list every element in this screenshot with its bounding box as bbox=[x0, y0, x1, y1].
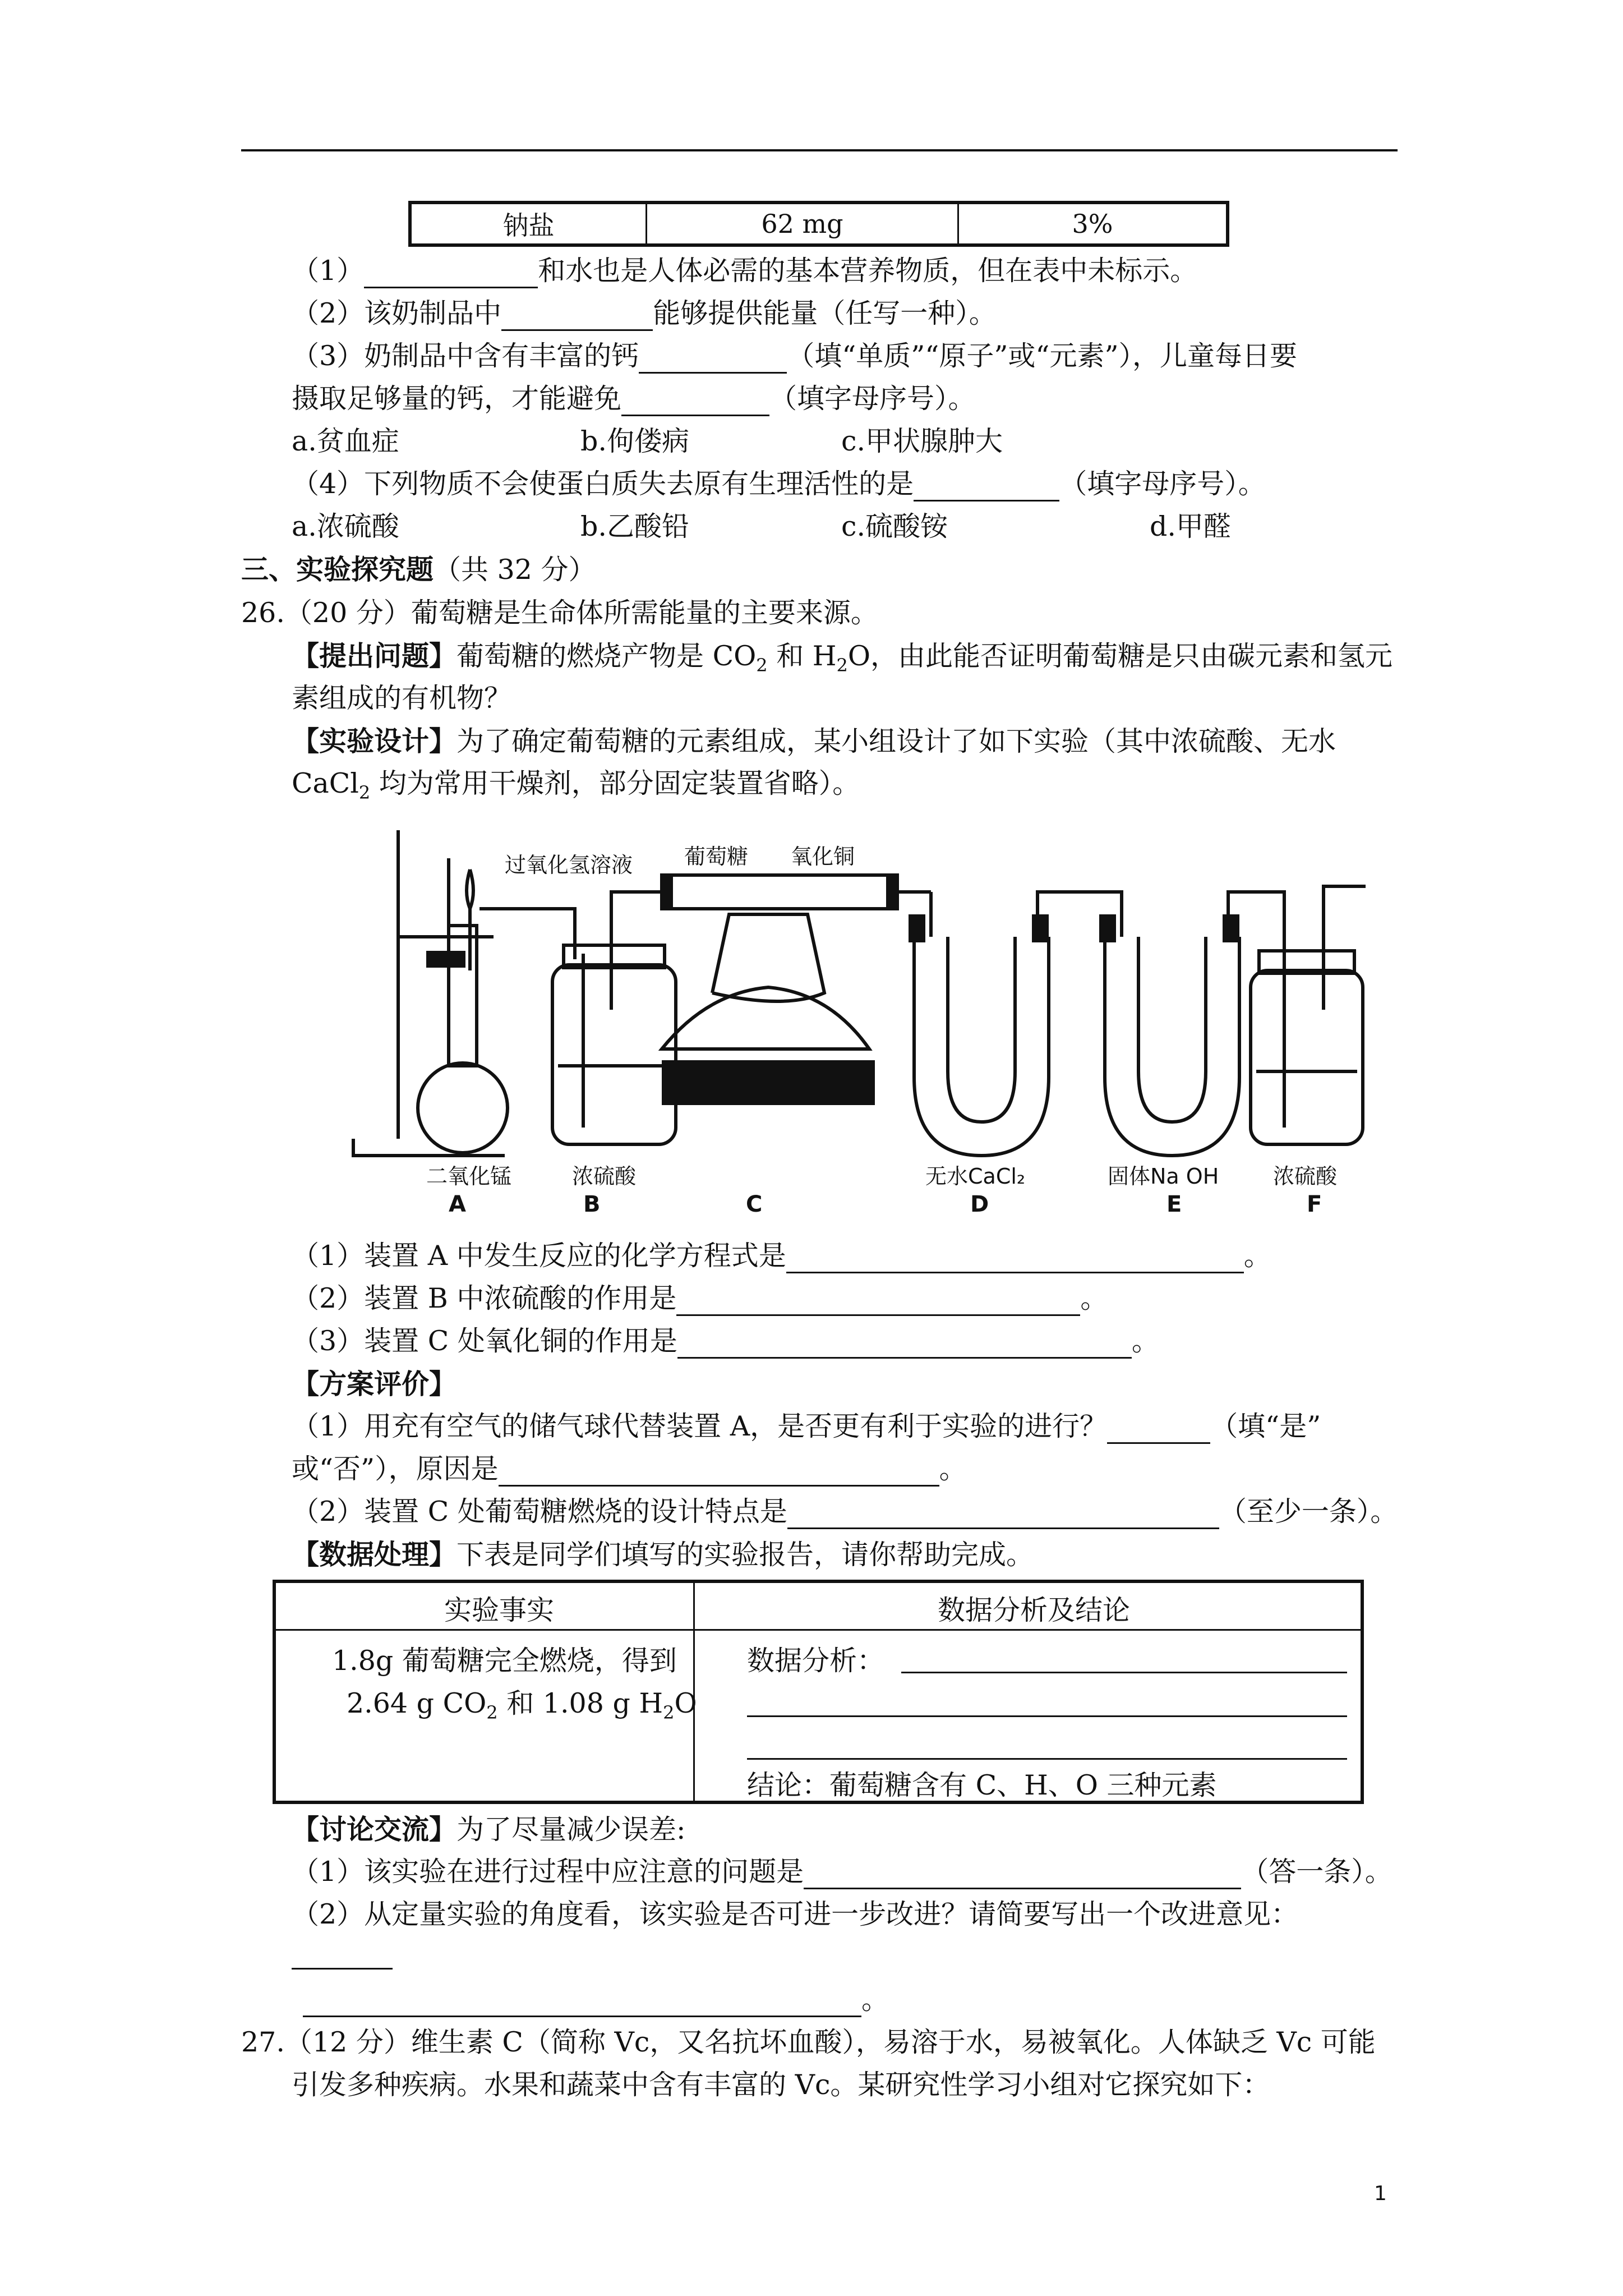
label-h2so4-f: 浓硫酸 bbox=[1273, 1164, 1338, 1189]
lamp-body bbox=[662, 987, 869, 1049]
q26-d2: （2）从定量实验的角度看，该实验是否可进一步改进？请简要写出一个改进意见： bbox=[292, 1898, 1299, 1930]
q26-e3: （2）装置 C 处葡萄糖燃烧的设计特点是 （至少一条）。 bbox=[292, 1494, 1398, 1529]
q25-line-4: 摄取足够量的钙，才能避免 （填字母序号）。 bbox=[292, 381, 976, 416]
answer-blank[interactable] bbox=[914, 473, 1059, 501]
answer-blank[interactable] bbox=[804, 1861, 1241, 1889]
answer-blank[interactable] bbox=[677, 1330, 1132, 1359]
q26-data: 【数据处理】下表是同学们填写的实验报告，请你帮助完成。 bbox=[292, 1538, 1034, 1571]
label-a: A bbox=[449, 1191, 466, 1217]
label-h2o2: 过氧化氢溶液 bbox=[505, 853, 633, 877]
apparatus-diagram bbox=[348, 825, 1368, 1217]
tube-a-b bbox=[479, 909, 575, 959]
answer-blank[interactable] bbox=[501, 302, 653, 331]
report-conclusion: 结论：葡萄糖含有 C、H、O 三种元素 bbox=[747, 1769, 1217, 1801]
q25-option-a: a.贫血症 bbox=[292, 425, 399, 457]
q26-p1: （1）装置 A 中发生反应的化学方程式是 。 bbox=[292, 1239, 1271, 1273]
answer-blank[interactable] bbox=[786, 1245, 1244, 1273]
answer-blank[interactable] bbox=[499, 1458, 939, 1487]
q26-design-1: 【实验设计】为了确定葡萄糖的元素组成，某小组设计了如下实验（其中浓硫酸、无水 bbox=[292, 725, 1336, 757]
label-f: F bbox=[1307, 1191, 1322, 1217]
report-table bbox=[273, 1580, 1364, 1804]
q26-design-2: CaCl$_2$ 均为常用干燥剂，部分固定装置省略）。 bbox=[292, 767, 860, 803]
label-h2so4-b: 浓硫酸 bbox=[572, 1164, 637, 1189]
q25-option-c: c.甲状腺肿大 bbox=[841, 425, 1003, 457]
combustion-tube bbox=[662, 875, 897, 909]
q26-d3: 。 bbox=[303, 1982, 889, 2017]
q25-line-1: （1） 和水也是人体必需的基本营养物质，但在表中未标示。 bbox=[292, 254, 1197, 288]
page-number: 1 bbox=[1374, 2182, 1387, 2205]
report-fact-2: 2.64 g $CO_2$ 和 1.08 g $H_2O$ bbox=[347, 1687, 697, 1723]
analysis-blank-1[interactable] bbox=[901, 1672, 1347, 1673]
nutrient-percent: 3% bbox=[1072, 209, 1113, 239]
report-header-analysis: 数据分析及结论 bbox=[938, 1594, 1131, 1626]
bottle-f bbox=[1251, 970, 1363, 1144]
label-b: B bbox=[583, 1191, 601, 1217]
answer-blank[interactable] bbox=[787, 1501, 1219, 1529]
label-cacl2: 无水CaCl₂ bbox=[925, 1164, 1026, 1189]
answer-blank[interactable] bbox=[676, 1287, 1080, 1316]
answer-blank[interactable] bbox=[621, 388, 769, 416]
section-title: 三、实验探究题（共 32 分） bbox=[241, 553, 596, 586]
q26-eval-tag: 【方案评价】 bbox=[292, 1368, 457, 1400]
q26-d1: （1）该实验在进行过程中应注意的问题是 （答一条）。 bbox=[292, 1855, 1393, 1889]
q26-disc: 【讨论交流】为了尽量减少误差: bbox=[292, 1813, 686, 1846]
label-cuo: 氧化铜 bbox=[791, 844, 855, 869]
label-c: C bbox=[746, 1191, 763, 1217]
nutrient-name: 钠盐 bbox=[412, 204, 647, 243]
nutrition-table-row bbox=[408, 201, 1229, 247]
report-header-fact: 实验事实 bbox=[444, 1594, 555, 1626]
funnel-a bbox=[467, 869, 473, 909]
q26-p3: （3）装置 C 处氧化铜的作用是 。 bbox=[292, 1324, 1159, 1359]
q25-option-b: b.佝偻病 bbox=[580, 425, 689, 457]
flask-a-neck bbox=[449, 926, 477, 1066]
q25-line-2: （2）该奶制品中 能够提供能量（任写一种）。 bbox=[292, 296, 997, 331]
q25-option2-d: d.甲醛 bbox=[1150, 510, 1231, 542]
q25-option2-a: a.浓硫酸 bbox=[292, 510, 399, 542]
q26-head: 26.（20 分）葡萄糖是生命体所需能量的主要来源。 bbox=[241, 597, 878, 629]
nutrient-amount: 62 mg bbox=[647, 204, 959, 243]
flask-a bbox=[418, 1063, 508, 1153]
q25-option2-b: b.乙酸铅 bbox=[580, 510, 689, 542]
answer-blank[interactable] bbox=[303, 1989, 861, 2017]
q26-ask-1: 【提出问题】葡萄糖的燃烧产物是 $CO_2$ 和 $H_2O$，由此能否证明葡萄糖是只由碳元素和氢元 bbox=[292, 639, 1393, 676]
report-fact-1: 1.8g 葡萄糖完全燃烧，得到 bbox=[332, 1645, 677, 1677]
report-analysis-label: 数据分析： bbox=[747, 1645, 885, 1677]
q25-line-6: （4）下列物质不会使蛋白质失去原有生理活性的是 （填字母序号）。 bbox=[292, 467, 1266, 501]
bottle-b bbox=[552, 965, 676, 1144]
header-rule bbox=[241, 149, 1398, 151]
label-d: D bbox=[970, 1191, 989, 1217]
label-naoh: 固体Na OH bbox=[1108, 1164, 1219, 1189]
clamp-knob bbox=[426, 951, 465, 968]
analysis-blank-2[interactable] bbox=[747, 1715, 1347, 1717]
q27-line-1: 27.（12 分）维生素 C（简称 Vc，又名抗坏血酸），易溶于水，易被氧化。人体缺乏 Vc 可能 bbox=[241, 2026, 1376, 2058]
q26-e2: 或“否”），原因是 。 bbox=[292, 1452, 967, 1487]
answer-blank[interactable] bbox=[639, 345, 787, 374]
heater-base bbox=[662, 1060, 875, 1105]
q26-ask-2: 素组成的有机物？ bbox=[292, 682, 512, 714]
q26-e1: （1）用充有空气的储气球代替装置 A，是否更有利于实验的进行？ （填“是” bbox=[292, 1409, 1321, 1444]
label-mno2: 二氧化锰 bbox=[426, 1164, 512, 1189]
analysis-blank-3[interactable] bbox=[747, 1758, 1347, 1760]
q25-line-3: （3）奶制品中含有丰富的钙 （填“单质”“原子”或“元素”），儿童每日要 bbox=[292, 339, 1297, 374]
label-glucose: 葡萄糖 bbox=[684, 844, 749, 869]
q25-option2-c: c.硫酸铵 bbox=[841, 510, 948, 542]
q26-p2: （2）装置 B 中浓硫酸的作用是 。 bbox=[292, 1281, 1108, 1316]
q27-line-2: 引发多种疾病。水果和蔬菜中含有丰富的 Vc。某研究性学习小组对它探究如下： bbox=[292, 2069, 1270, 2101]
label-e: E bbox=[1166, 1191, 1182, 1217]
answer-blank[interactable] bbox=[364, 260, 538, 288]
answer-blank[interactable] bbox=[292, 1968, 393, 1970]
answer-blank[interactable] bbox=[1107, 1415, 1210, 1444]
